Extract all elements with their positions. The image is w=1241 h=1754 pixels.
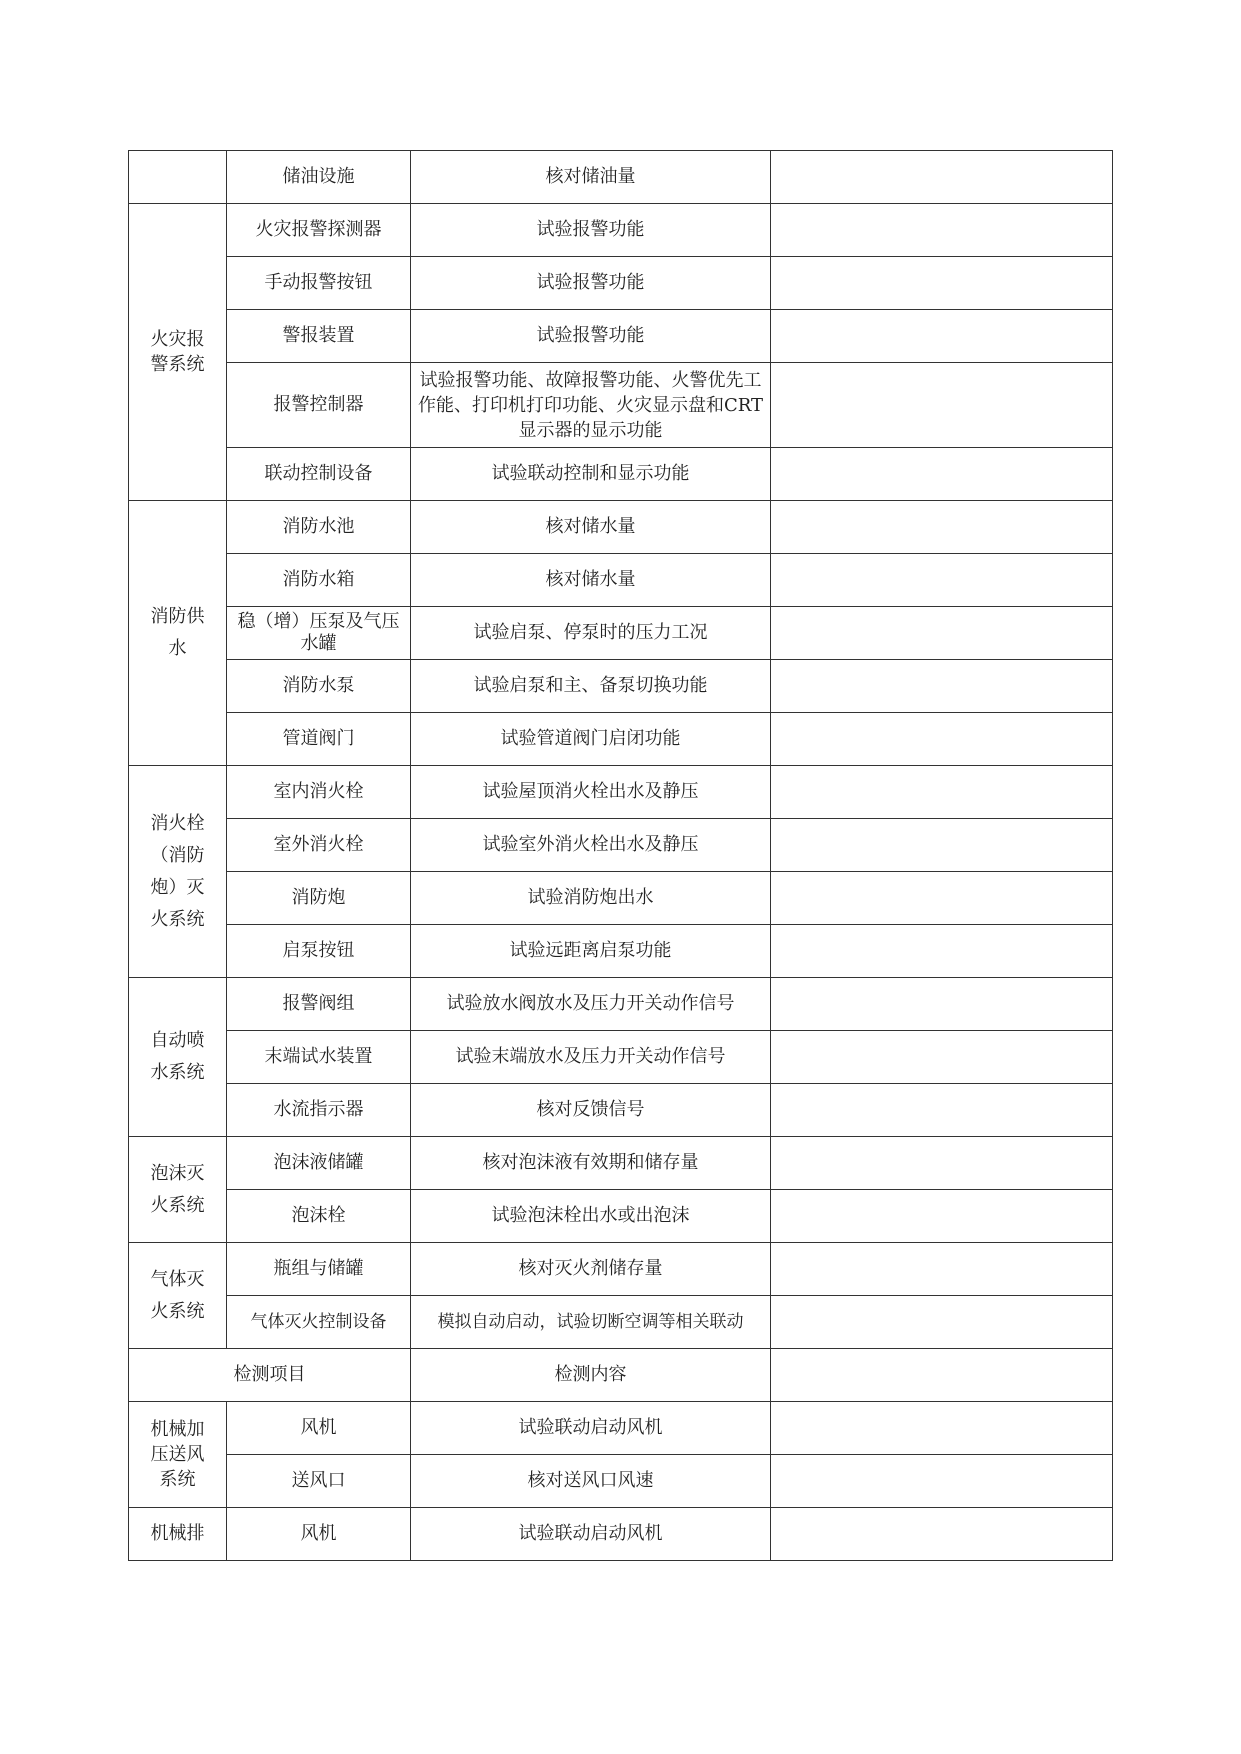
content-cell: 核对储油量 <box>411 151 771 204</box>
result-cell[interactable] <box>771 501 1113 554</box>
table-row <box>129 310 1113 363</box>
content-cell: 试验管道阀门启闭功能 <box>411 713 771 766</box>
table-row <box>129 1137 1113 1190</box>
result-cell[interactable] <box>771 1031 1113 1084</box>
table-row <box>129 607 1113 660</box>
table-row <box>129 872 1113 925</box>
item-cell: 火灾报警探测器 <box>227 204 411 257</box>
item-cell: 报警控制器 <box>227 363 411 448</box>
content-cell: 核对反馈信号 <box>411 1084 771 1137</box>
content-cell: 模拟自动启动，试验切断空调等相关联动 <box>411 1296 771 1349</box>
system-cell: 自动喷水系统 <box>129 978 227 1137</box>
item-cell: 联动控制设备 <box>227 448 411 501</box>
content-cell: 试验末端放水及压力开关动作信号 <box>411 1031 771 1084</box>
table-row <box>129 1243 1113 1296</box>
table-row <box>129 1296 1113 1349</box>
result-cell[interactable] <box>771 713 1113 766</box>
content-cell: 试验启泵和主、备泵切换功能 <box>411 660 771 713</box>
result-cell[interactable] <box>771 310 1113 363</box>
item-cell: 瓶组与储罐 <box>227 1243 411 1296</box>
result-cell[interactable] <box>771 978 1113 1031</box>
table-row <box>129 925 1113 978</box>
header-item-cell: 检测项目 <box>129 1349 411 1402</box>
system-cell: 消火栓（消防炮）灭火系统 <box>129 766 227 978</box>
item-cell: 管道阀门 <box>227 713 411 766</box>
item-cell: 消防炮 <box>227 872 411 925</box>
result-cell[interactable] <box>771 1402 1113 1455</box>
result-cell[interactable] <box>771 607 1113 660</box>
content-cell: 试验放水阀放水及压力开关动作信号 <box>411 978 771 1031</box>
item-cell: 室内消火栓 <box>227 766 411 819</box>
table-row <box>129 978 1113 1031</box>
system-cell: 气体灭火系统 <box>129 1243 227 1349</box>
table-row <box>129 1031 1113 1084</box>
result-cell[interactable] <box>771 872 1113 925</box>
item-cell: 消防水池 <box>227 501 411 554</box>
result-cell[interactable] <box>771 1296 1113 1349</box>
result-cell[interactable] <box>771 448 1113 501</box>
item-cell: 风机 <box>227 1508 411 1561</box>
result-cell[interactable] <box>771 1455 1113 1508</box>
content-cell: 核对灭火剂储存量 <box>411 1243 771 1296</box>
content-cell: 核对储水量 <box>411 554 771 607</box>
item-cell: 消防水箱 <box>227 554 411 607</box>
item-cell: 室外消火栓 <box>227 819 411 872</box>
result-cell[interactable] <box>771 1084 1113 1137</box>
result-cell[interactable] <box>771 1349 1113 1402</box>
table-row <box>129 819 1113 872</box>
result-cell[interactable] <box>771 660 1113 713</box>
table-row <box>129 660 1113 713</box>
table-row <box>129 1349 1113 1402</box>
item-cell: 警报装置 <box>227 310 411 363</box>
result-cell[interactable] <box>771 1137 1113 1190</box>
item-cell: 末端试水装置 <box>227 1031 411 1084</box>
item-cell: 泡沫栓 <box>227 1190 411 1243</box>
result-cell[interactable] <box>771 554 1113 607</box>
system-cell: 机械加压送风系统 <box>129 1402 227 1508</box>
table-row <box>129 554 1113 607</box>
table-row <box>129 1190 1113 1243</box>
table-row <box>129 204 1113 257</box>
content-cell: 试验室外消火栓出水及静压 <box>411 819 771 872</box>
result-cell[interactable] <box>771 257 1113 310</box>
item-cell: 储油设施 <box>227 151 411 204</box>
system-cell: 消防供水 <box>129 501 227 766</box>
table-row <box>129 1402 1113 1455</box>
result-cell[interactable] <box>771 151 1113 204</box>
content-cell: 试验消防炮出水 <box>411 872 771 925</box>
content-cell: 试验泡沫栓出水或出泡沫 <box>411 1190 771 1243</box>
content-cell: 试验报警功能、故障报警功能、火警优先工作能、打印机打印功能、火灾显示盘和CRT 显示器的显示功能 <box>411 363 771 448</box>
content-cell: 试验联动启动风机 <box>411 1402 771 1455</box>
content-cell: 试验启泵、停泵时的压力工况 <box>411 607 771 660</box>
item-cell: 报警阀组 <box>227 978 411 1031</box>
header-content-cell: 检测内容 <box>411 1349 771 1402</box>
item-cell: 气体灭火控制设备 <box>227 1296 411 1349</box>
system-cell: 火灾报警系统 <box>129 204 227 501</box>
inspection-table <box>128 150 1113 1561</box>
content-cell: 核对泡沫液有效期和储存量 <box>411 1137 771 1190</box>
table-row <box>129 363 1113 448</box>
table-row <box>129 151 1113 204</box>
content-cell: 试验报警功能 <box>411 310 771 363</box>
system-cell <box>129 151 227 204</box>
item-cell: 稳（增）压泵及气压水罐 <box>227 607 411 660</box>
table-row <box>129 766 1113 819</box>
content-cell: 试验联动启动风机 <box>411 1508 771 1561</box>
system-cell: 机械排 <box>129 1508 227 1561</box>
table-row <box>129 257 1113 310</box>
table-row <box>129 1508 1113 1561</box>
content-cell: 试验屋顶消火栓出水及静压 <box>411 766 771 819</box>
result-cell[interactable] <box>771 204 1113 257</box>
table-row <box>129 448 1113 501</box>
table-row <box>129 501 1113 554</box>
item-cell: 水流指示器 <box>227 1084 411 1137</box>
result-cell[interactable] <box>771 363 1113 448</box>
result-cell[interactable] <box>771 766 1113 819</box>
content-cell: 核对储水量 <box>411 501 771 554</box>
result-cell[interactable] <box>771 1243 1113 1296</box>
content-cell: 试验联动控制和显示功能 <box>411 448 771 501</box>
item-cell: 手动报警按钮 <box>227 257 411 310</box>
item-cell: 消防水泵 <box>227 660 411 713</box>
item-cell: 启泵按钮 <box>227 925 411 978</box>
content-cell: 试验远距离启泵功能 <box>411 925 771 978</box>
system-cell: 泡沫灭火系统 <box>129 1137 227 1243</box>
table-row <box>129 1084 1113 1137</box>
result-cell[interactable] <box>771 925 1113 978</box>
item-cell: 泡沫液储罐 <box>227 1137 411 1190</box>
item-cell: 风机 <box>227 1402 411 1455</box>
content-cell: 试验报警功能 <box>411 204 771 257</box>
table-row <box>129 1455 1113 1508</box>
item-cell: 送风口 <box>227 1455 411 1508</box>
result-cell[interactable] <box>771 819 1113 872</box>
table-row <box>129 713 1113 766</box>
result-cell[interactable] <box>771 1508 1113 1561</box>
content-cell: 试验报警功能 <box>411 257 771 310</box>
result-cell[interactable] <box>771 1190 1113 1243</box>
content-cell: 核对送风口风速 <box>411 1455 771 1508</box>
